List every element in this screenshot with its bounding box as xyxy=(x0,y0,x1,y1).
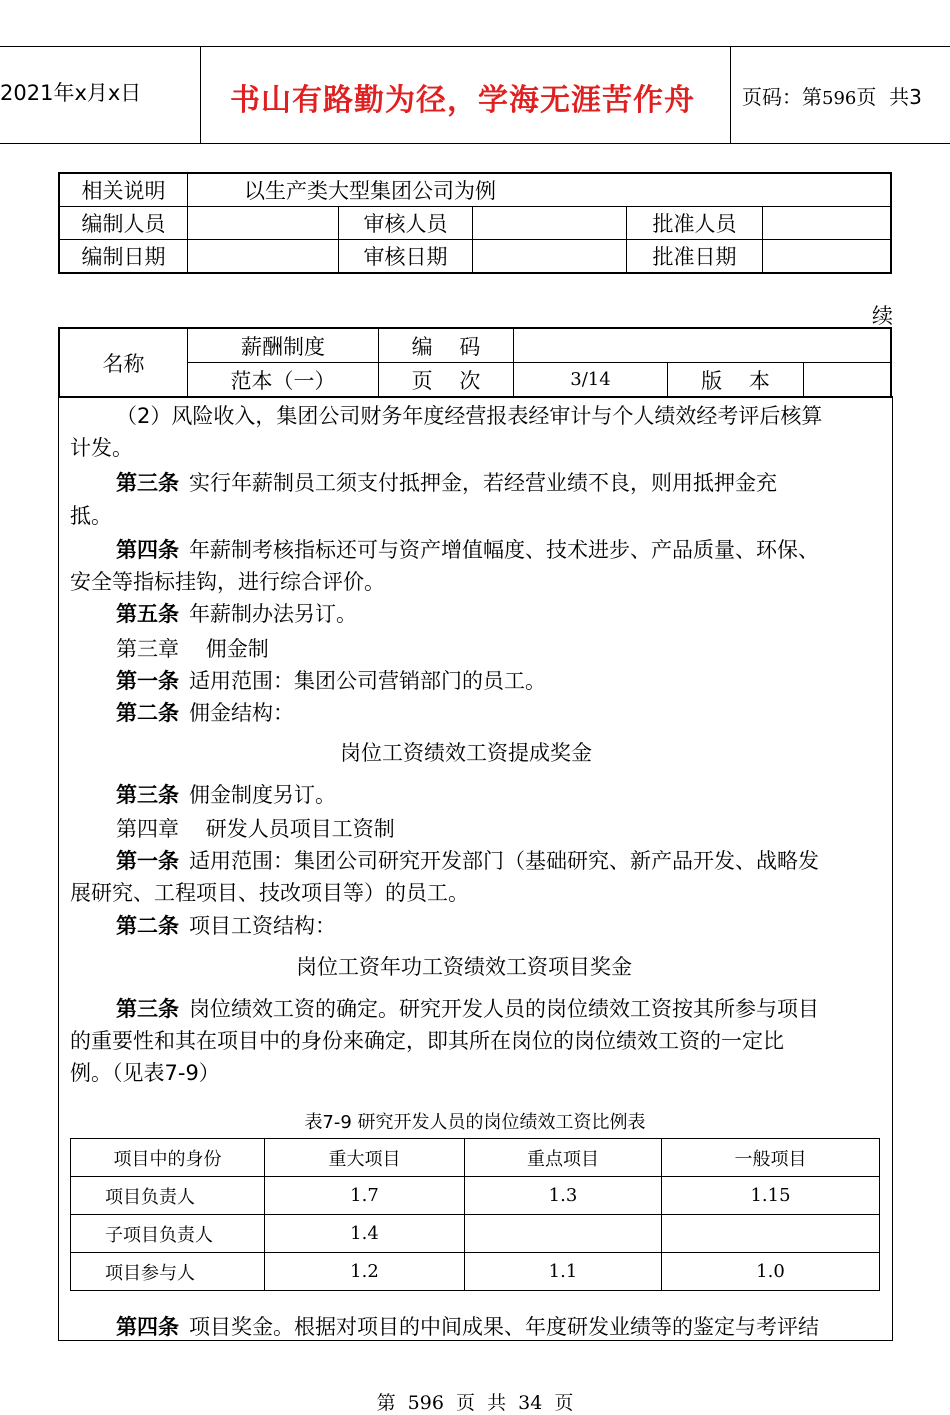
article-label: 第四条 xyxy=(116,1315,179,1339)
header-date: 2021年x月x日 xyxy=(0,81,142,105)
paragraph-line xyxy=(116,537,819,563)
header-page-total: 3 xyxy=(909,85,922,109)
paragraph-text: 适用范围：集团公司营销部门的员工。 xyxy=(189,669,546,693)
ratio-cell xyxy=(465,1215,662,1253)
ratio-cell: 1.0 xyxy=(662,1253,880,1291)
article-label: 第二条 xyxy=(116,914,179,938)
ratio-table xyxy=(70,1138,880,1291)
paragraph-line xyxy=(116,1314,819,1340)
review-date-value xyxy=(473,240,627,274)
ratio-cell: 1.2 xyxy=(265,1253,465,1291)
approve-date-label: 批准日期 xyxy=(627,240,763,274)
article-label: 第三条 xyxy=(116,471,179,495)
paragraph-line xyxy=(70,1028,784,1054)
editor-label: 编制人员 xyxy=(59,207,188,240)
ratio-table-header-row xyxy=(71,1139,880,1177)
paragraph-text: 实行年薪制员工须支付抵押金，若经营业绩不良，则用抵押金充 xyxy=(189,471,777,495)
page-label: 页 次 xyxy=(379,363,514,398)
table-row xyxy=(71,1215,880,1253)
paragraph-line xyxy=(296,954,632,980)
ratio-cell: 1.15 xyxy=(662,1177,880,1215)
paragraph-text: 年薪制考核指标还可与资产增值幅度、技术进步、产品质量、环保、 xyxy=(189,538,819,562)
page-footer: 第 596 页 共 34 页 xyxy=(376,1392,574,1414)
paragraph-text: 项目奖金。根据对项目的中间成果、年度研发业绩等的鉴定与考评结 xyxy=(189,1315,819,1339)
article-label: 第一条 xyxy=(116,849,179,873)
version-label: 版 本 xyxy=(668,363,804,398)
paragraph-line xyxy=(116,913,336,939)
ratio-header-cell: 重点项目 xyxy=(465,1139,662,1177)
paragraph-text: 适用范围：集团公司研究开发部门（基础研究、新产品开发、战略发 xyxy=(189,849,819,873)
table-row xyxy=(71,1253,880,1291)
article-label: 第三条 xyxy=(116,783,179,807)
name-value-1: 薪酬制度 xyxy=(188,328,379,363)
desc-label: 相关说明 xyxy=(59,173,188,207)
paragraph-text: 年薪制办法另订。 xyxy=(189,602,357,626)
paragraph-line xyxy=(70,880,469,906)
paragraph-text: 第三章 佣金制 xyxy=(116,637,269,661)
ratio-cell: 1.4 xyxy=(265,1215,465,1253)
approver-value xyxy=(763,207,892,240)
article-label: 第二条 xyxy=(116,701,179,725)
ratio-header-cell: 重大项目 xyxy=(265,1139,465,1177)
paragraph-line xyxy=(70,1060,220,1086)
version-value xyxy=(804,363,892,398)
paragraph-line xyxy=(116,816,395,842)
reviewer-label: 审核人员 xyxy=(339,207,473,240)
name-value-2: 范本（一） xyxy=(188,363,379,398)
info-table xyxy=(58,172,892,274)
paragraph-text: 安全等指标挂钩，进行综合评价。 xyxy=(70,570,385,594)
doc-meta-table xyxy=(58,327,892,398)
article-label: 第一条 xyxy=(116,669,179,693)
paragraph-line xyxy=(116,470,777,496)
review-date-label: 审核日期 xyxy=(339,240,473,274)
paragraph-text: 展研究、工程项目、技改项目等）的员工。 xyxy=(70,881,469,905)
ratio-header-cell: 一般项目 xyxy=(662,1139,880,1177)
paragraph-line xyxy=(116,403,822,429)
ratio-cell: 1.1 xyxy=(465,1253,662,1291)
role-cell: 子项目负责人 xyxy=(71,1215,265,1253)
paragraph-text: 项目工资结构： xyxy=(189,914,336,938)
paragraph-text: 抵。 xyxy=(70,504,112,528)
code-label: 编 码 xyxy=(379,328,514,363)
approver-label: 批准人员 xyxy=(627,207,763,240)
page-value: 3/14 xyxy=(514,363,668,398)
article-label: 第五条 xyxy=(116,602,179,626)
role-cell: 项目负责人 xyxy=(71,1177,265,1215)
paragraph-text: 例。（见表7-9） xyxy=(70,1061,220,1085)
reviewer-value xyxy=(473,207,627,240)
paragraph-text: 岗位工资绩效工资提成奖金 xyxy=(340,741,592,765)
header-page-label: 页码：第 xyxy=(742,85,822,109)
paragraph-text: 佣金结构： xyxy=(189,701,294,725)
article-label: 第四条 xyxy=(116,538,179,562)
editor-value xyxy=(188,207,339,240)
paragraph-line xyxy=(116,848,819,874)
paragraph-line xyxy=(116,996,819,1022)
edit-date-value xyxy=(188,240,339,274)
header-page-info xyxy=(742,81,922,110)
approve-date-value xyxy=(763,240,892,274)
edit-date-label: 编制日期 xyxy=(59,240,188,274)
header-motto: 书山有路勤为径，学海无涯苦作舟 xyxy=(230,83,695,118)
paragraph-line xyxy=(70,503,112,529)
header-divider xyxy=(730,47,731,143)
table-row xyxy=(71,1177,880,1215)
header-divider xyxy=(200,47,201,143)
paragraph-line xyxy=(116,700,294,726)
code-value xyxy=(514,328,892,363)
ratio-cell: 1.3 xyxy=(465,1177,662,1215)
ratio-header-cell: 项目中的身份 xyxy=(71,1139,265,1177)
table-caption: 表7-9 研究开发人员的岗位绩效工资比例表 xyxy=(304,1112,646,1133)
paragraph-text: 的重要性和其在项目中的身份来确定，即其所在岗位的岗位绩效工资的一定比 xyxy=(70,1029,784,1053)
header-page-mid: 页 共 xyxy=(856,85,910,109)
paragraph-line xyxy=(116,782,336,808)
paragraph-line xyxy=(116,601,357,627)
header-page-num: 596 xyxy=(822,88,857,109)
paragraph-line xyxy=(70,569,385,595)
paragraph-line xyxy=(116,668,546,694)
continued-mark: 续 xyxy=(872,304,893,328)
paragraph-text: （2）风险收入，集团公司财务年度经营报表经审计与个人绩效经考评后核算 xyxy=(116,404,823,428)
paragraph-text: 佣金制度另订。 xyxy=(189,783,336,807)
desc-value: 以生产类大型集团公司为例 xyxy=(188,173,892,207)
role-cell: 项目参与人 xyxy=(71,1253,265,1291)
ratio-cell xyxy=(662,1215,880,1253)
paragraph-line xyxy=(340,740,592,766)
page-header xyxy=(0,46,950,144)
ratio-cell: 1.7 xyxy=(265,1177,465,1215)
article-label: 第三条 xyxy=(116,997,179,1021)
paragraph-text: 计发。 xyxy=(70,436,133,460)
paragraph-text: 岗位工资年功工资绩效工资项目奖金 xyxy=(296,955,632,979)
paragraph-line xyxy=(116,636,269,662)
paragraph-text: 第四章 研发人员项目工资制 xyxy=(116,817,395,841)
name-label: 名称 xyxy=(59,328,188,397)
paragraph-text: 岗位绩效工资的确定。研究开发人员的岗位绩效工资按其所参与项目 xyxy=(189,997,819,1021)
paragraph-line xyxy=(70,435,133,461)
